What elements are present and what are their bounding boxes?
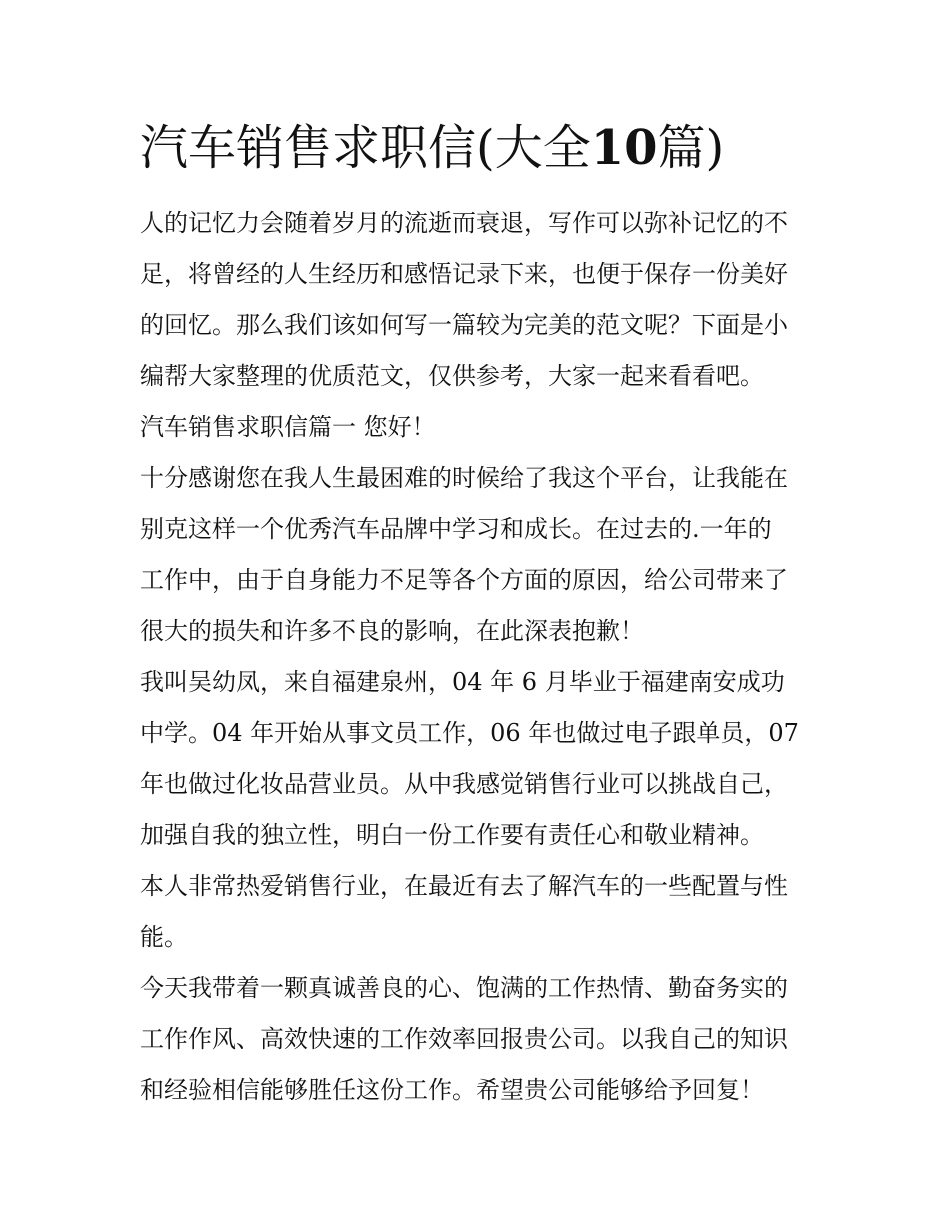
body-line: 加强自我的独立性，明白一份工作要有责任心和敬业精神。 bbox=[140, 821, 764, 849]
body-line: 别克这样一个优秀汽车品牌中学习和成长。在过去的.一年的 bbox=[140, 515, 772, 543]
body-line: 十分感谢您在我人生最困难的时候给了我这个平台，让我能在 bbox=[140, 464, 788, 492]
title-text: 汽车销售求职信(大全 bbox=[140, 120, 591, 176]
body-line: 编帮大家整理的优质范文，仅供参考，大家一起来看看吧。 bbox=[140, 362, 764, 390]
body-line: 今天我带着一颗真诚善良的心、饱满的工作热情、勤奋务实的 bbox=[140, 974, 788, 1002]
body-line: 很大的损失和许多不良的影响，在此深表抱歉！ bbox=[140, 617, 644, 645]
body-line: 能。 bbox=[140, 923, 188, 951]
body-line: 本人非常热爱销售行业，在最近有去了解汽车的一些配置与性 bbox=[140, 872, 788, 900]
body-line: 我叫吴幼凤，来自福建泉州，04 年 6 月毕业于福建南安成功 bbox=[140, 668, 785, 696]
body-line: 的回忆。那么我们该如何写一篇较为完美的范文呢？下面是小 bbox=[140, 311, 788, 339]
body-line: 和经验相信能够胜任这份工作。希望贵公司能够给予回复！ bbox=[140, 1076, 764, 1104]
body-line: 工作作风、高效快速的工作效率回报贵公司。以我自己的知识 bbox=[140, 1025, 788, 1053]
body-line: 工作中，由于自身能力不足等各个方面的原因，给公司带来了 bbox=[140, 566, 788, 594]
body-line: 足，将曾经的人生经历和感悟记录下来，也便于保存一份美好 bbox=[140, 260, 788, 288]
document-title bbox=[140, 116, 724, 180]
document-body bbox=[140, 198, 816, 1116]
body-line: 中学。04 年开始从事文员工作，06 年也做过电子跟单员，07 bbox=[140, 719, 799, 747]
body-line: 年也做过化妆品营业员。从中我感觉销售行业可以挑战自己， bbox=[140, 770, 788, 798]
title-suffix: 篇) bbox=[657, 120, 725, 176]
body-line: 人的记忆力会随着岁月的流逝而衰退，写作可以弥补记忆的不 bbox=[140, 209, 788, 237]
title-count: 10 bbox=[590, 120, 658, 176]
section-heading-line: 汽车销售求职信篇一 您好！ bbox=[140, 413, 436, 441]
